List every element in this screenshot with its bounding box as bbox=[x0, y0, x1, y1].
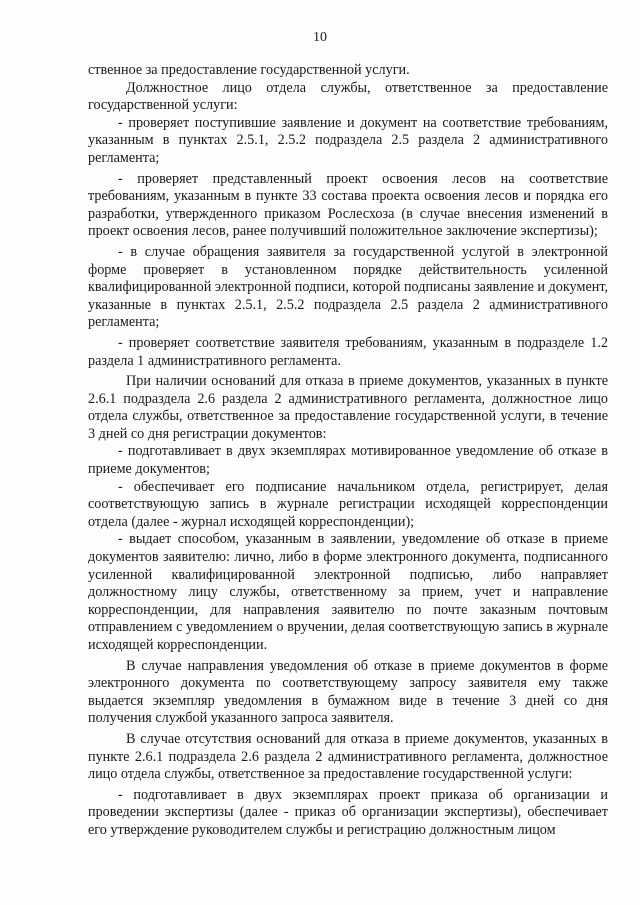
paragraph: В случае отсутствия оснований для отказа в приеме документов, указанных в пункте 2.6.1 подраздела 2.6 раздела 2 административного регламента, должностное лицо отдела службы, ответственное за предоставление государственной услуги: bbox=[88, 730, 608, 783]
list-item: - проверяет соответствие заявителя требованиям, указанным в подразделе 1.2 раздела 1 административного регламента. bbox=[88, 334, 608, 369]
list-item: - обеспечивает его подписание начальником отдела, регистрирует, делая соответствующую запись в журнале регистрации исходящей корреспонденции отдела (далее - журнал исходящей корреспонденции); bbox=[88, 478, 608, 530]
list-item: - проверяет поступившие заявление и документ на соответствие требованиям, указанным в пунктах 2.5.1, 2.5.2 подраздела 2.5 раздела 2 административного регламента; bbox=[88, 114, 608, 166]
paragraph: В случае направления уведомления об отказе в приеме документов в форме электронного документа по соответствующему запросу заявителя ему также выдается экземпляр уведомления в бумажном виде в течение 3 дней со дня получения службой указанного запроса заявителя. bbox=[88, 657, 608, 727]
list-item: - выдает способом, указанным в заявлении, уведомление об отказе в приеме документов заявителю: лично, либо в форме электронного документа, подписанного усиленной квалифицированной электронной подписью, либо направляет должностному лицу службы, ответственному за прием, учет и направление корреспонденции, для направления заявителю по почте заказным почтовым отправлением с уведомлением о вручении, делая соответствующую запись в журнале исходящей корреспонденции. bbox=[88, 531, 608, 653]
list-item: - в случае обращения заявителя за государственной услугой в электронной форме проверяет в установленном порядке действительность усиленной квалифицированной электронной подписи, которой подписаны заявление и документ, указанные в пунктах 2.5.1, 2.5.2 подраздела 2.5 раздела 2 административного регламента; bbox=[88, 243, 609, 331]
page-number: 10 bbox=[313, 30, 327, 45]
list-item: - проверяет представленный проект освоения лесов на соответствие требованиям, указанным в пункте 33 состава проекта освоения лесов и порядка его разработки, утвержденного приказом Рослесхоза (в случае внесения изменений в проект освоения лесов, ранее получивший положительное заключение экспертизы); bbox=[88, 170, 608, 240]
paragraph: При наличии оснований для отказа в приеме документов, указанных в пункте 2.6.1 подраздела 2.6 раздела 2 административного регламента, должностное лицо отдела службы, ответственное за предоставление государственной услуги, в течение 3 дней со дня регистрации документов: bbox=[88, 373, 608, 442]
document-body bbox=[88, 62, 608, 840]
list-item: - подготавливает в двух экземплярах мотивированное уведомление об отказе в приеме документов; bbox=[88, 443, 608, 478]
paragraph: Должностное лицо отдела службы, ответственное за предоставление государственной услуги: bbox=[88, 79, 608, 114]
paragraph: ственное за предоставление государственной услуги. bbox=[88, 62, 410, 78]
list-item: - подготавливает в двух экземплярах проект приказа об организации и проведении экспертизы (далее - приказ об организации экспертизы), обеспечивает его утверждение руководителем службы и регистрацию должностным лицом bbox=[88, 786, 608, 838]
